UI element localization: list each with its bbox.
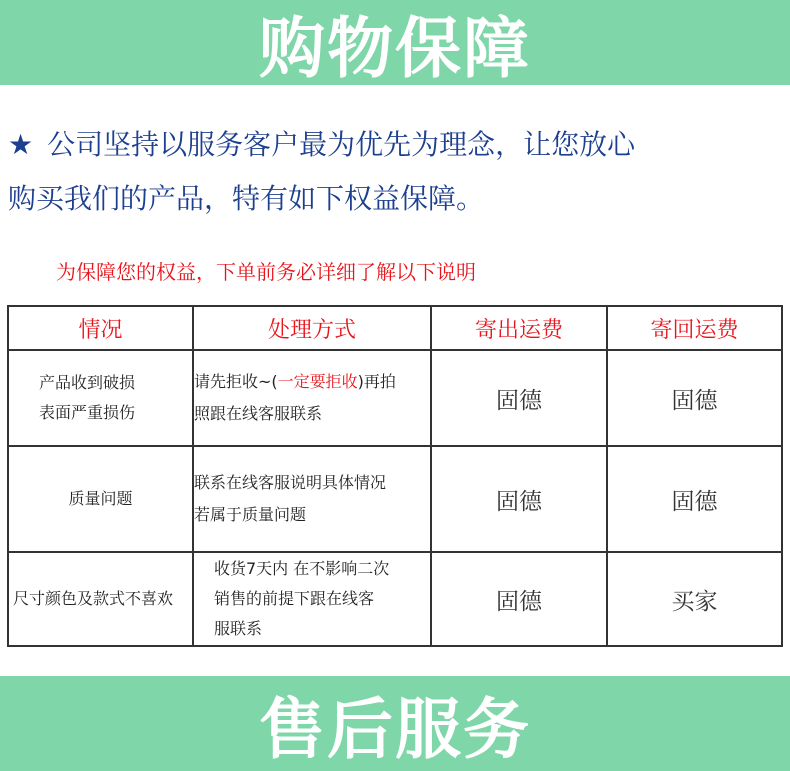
top-banner: [0, 0, 790, 85]
situation-cell: [8, 552, 193, 646]
method-text: 请先拒收~(: [194, 372, 278, 391]
send-shipping-cell: 固德: [431, 350, 607, 446]
header-return-shipping: 寄回运费: [607, 306, 782, 350]
intro-paragraph: [8, 118, 788, 226]
bottom-banner-title: 售后服务: [259, 690, 531, 768]
return-shipping-cell: 固德: [607, 446, 782, 552]
intro-text-1: 公司坚持以服务客户最为优先为理念，让您放心: [47, 128, 636, 161]
method-line: 服联系: [214, 619, 263, 638]
return-shipping-cell: 买家: [607, 552, 782, 646]
intro-line-2: 购买我们的产品，特有如下权益保障。: [8, 182, 485, 215]
method-line: 联系在线客服说明具体情况: [194, 473, 387, 492]
header-send-shipping: 寄出运费: [431, 306, 607, 350]
table-header-row: [8, 306, 782, 350]
table-row: [8, 350, 782, 446]
method-line: 销售的前提下跟在线客: [214, 589, 375, 608]
top-banner-title: 购物保障: [259, 9, 531, 87]
situation-line: 产品收到破损: [39, 373, 136, 392]
situation-cell: [8, 350, 193, 446]
method-line: 收货7天内 在不影响二次: [214, 559, 390, 578]
star-icon: ★: [8, 128, 34, 161]
method-cell: [193, 446, 431, 552]
situation-line: 表面严重损伤: [39, 403, 136, 422]
table-row: [8, 446, 782, 552]
situation-cell: [8, 446, 193, 552]
method-cell: [193, 350, 431, 446]
send-shipping-cell: 固德: [431, 552, 607, 646]
method-line: [194, 366, 430, 398]
situation-line: 质量问题: [68, 489, 133, 508]
intro-line-1: [8, 118, 788, 172]
header-situation: 情况: [8, 306, 193, 350]
table-row: [8, 552, 782, 646]
method-line: 若属于质量问题: [194, 505, 307, 524]
method-cell: [193, 552, 431, 646]
guarantee-table: [7, 305, 783, 647]
situation-line: 尺寸颜色及款式不喜欢: [13, 589, 174, 608]
send-shipping-cell: 固德: [431, 446, 607, 552]
return-shipping-cell: 固德: [607, 350, 782, 446]
header-method: 处理方式: [193, 306, 431, 350]
method-line: 照跟在线客服联系: [194, 404, 323, 423]
notice-text: 为保障您的权益，下单前务必详细了解以下说明: [56, 260, 476, 284]
method-highlight: 一定要拒收: [277, 372, 358, 391]
bottom-banner: [0, 676, 790, 771]
method-text: )再拍: [357, 372, 396, 391]
